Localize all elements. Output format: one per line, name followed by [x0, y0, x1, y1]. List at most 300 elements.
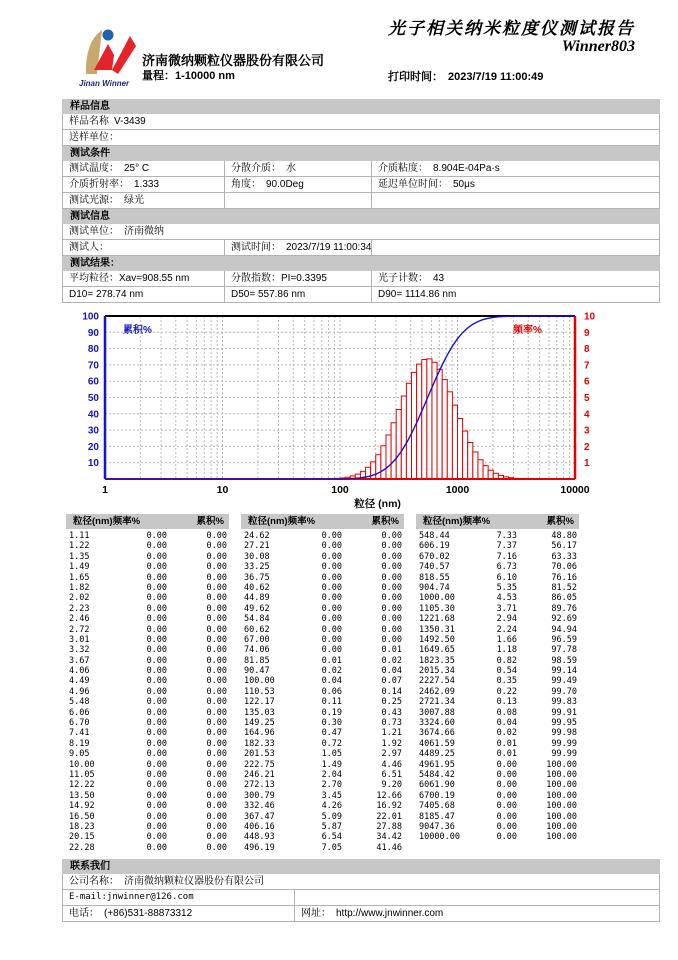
diameter-cell: 3.67: [69, 655, 90, 666]
diameter-cell: 1.35: [69, 551, 90, 562]
diameter-cell: 1221.68: [419, 614, 455, 625]
diameter-freq-header: 粒径(nm)频率%: [73, 516, 141, 527]
cum-cell: 34.42: [376, 832, 402, 843]
cum-cell: 0.00: [206, 728, 227, 739]
left-tick-label: 80: [87, 344, 99, 356]
size-table-row: [416, 812, 579, 822]
sample-name-value: V-3439: [114, 116, 146, 127]
contact-email-row: [62, 890, 660, 906]
freq-cell: 0.00: [496, 811, 518, 822]
diameter-cell: 3007.88: [419, 707, 455, 718]
empty-cell: [371, 193, 659, 208]
cum-cell: 63.33: [551, 551, 577, 562]
diameter-cell: 40.62: [244, 582, 270, 593]
cum-cell: 0.00: [381, 614, 402, 625]
cum-cell: 99.70: [551, 686, 577, 697]
diameter-cell: 3.32: [69, 645, 90, 656]
freq-cell: 0.02: [496, 728, 518, 739]
size-table-row: [241, 791, 404, 801]
diameter-cell: 606.19: [419, 541, 450, 552]
cum-cell: 0.00: [381, 562, 402, 573]
sample-sender-label: 送样单位：: [69, 132, 119, 143]
cum-cell: 0.00: [206, 780, 227, 791]
diameter-cell: 406.16: [244, 821, 275, 832]
section-test-results: 测试结果：: [62, 256, 660, 271]
cum-cell: 0.00: [206, 749, 227, 760]
section-test-conditions: 测试条件: [62, 146, 660, 161]
left-tick-label: 10: [87, 458, 99, 470]
size-table-row: [241, 531, 404, 541]
diameter-cell: 6.06: [69, 707, 90, 718]
freq-cell: 0.19: [321, 707, 343, 718]
cum-cell: 0.02: [381, 655, 402, 666]
temperature-label: 测试温度：: [69, 163, 119, 174]
freq-cell: 0.02: [321, 666, 343, 677]
size-table-row: [66, 791, 229, 801]
conditions-row-1: [62, 161, 660, 177]
cum-cell: 81.52: [551, 582, 577, 593]
light-source-cell: [63, 193, 224, 208]
photon-count-cell: [371, 271, 659, 286]
cum-cell: 0.00: [206, 759, 227, 770]
delay-value: 50μs: [453, 179, 475, 190]
size-table-row: [416, 583, 579, 593]
freq-cell: 0.00: [321, 562, 343, 573]
freq-cell: 0.11: [321, 697, 343, 708]
size-table-row: [416, 552, 579, 562]
size-table-row: [241, 822, 404, 832]
empty-cell: [371, 240, 659, 255]
left-tick-label: 90: [87, 327, 99, 339]
freq-cell: 7.05: [321, 842, 343, 853]
empty-cell: [224, 193, 371, 208]
freq-bar: [406, 383, 411, 479]
size-table-row: [416, 739, 579, 749]
size-table-row: [66, 832, 229, 842]
size-table-group-1: [66, 514, 229, 853]
sample-name-row: [62, 114, 660, 130]
cumulative-header: 累积%: [546, 516, 574, 527]
freq-cell: 0.00: [146, 801, 168, 812]
freq-cell: 0.00: [146, 718, 168, 729]
freq-cell: 2.94: [496, 614, 518, 625]
freq-bar: [447, 392, 452, 479]
diameter-cell: 81.85: [244, 655, 270, 666]
freq-cell: 0.00: [496, 821, 518, 832]
freq-cell: 0.00: [321, 634, 343, 645]
tester-label: 测试人：: [69, 242, 109, 253]
size-table-row: [66, 531, 229, 541]
cum-cell: 0.00: [206, 582, 227, 593]
cum-cell: 0.00: [206, 634, 227, 645]
cum-cell: 94.94: [551, 624, 577, 635]
size-table-row: [416, 666, 579, 676]
diameter-cell: 60.62: [244, 624, 270, 635]
diameter-cell: 2721.34: [419, 697, 455, 708]
freq-cell: 0.06: [321, 686, 343, 697]
diameter-cell: 74.06: [244, 645, 270, 656]
size-table-row: [416, 770, 579, 780]
diameter-cell: 670.02: [419, 551, 450, 562]
cum-cell: 0.00: [381, 603, 402, 614]
temperature-cell: [63, 161, 224, 176]
pi-cell: [224, 271, 371, 286]
conditions-row-2: [62, 177, 660, 193]
freq-bar: [468, 442, 473, 479]
cum-cell: 22.01: [376, 811, 402, 822]
left-axis-title: 累积%: [123, 325, 152, 336]
cum-cell: 0.00: [206, 769, 227, 780]
cum-cell: 0.00: [381, 624, 402, 635]
freq-bar: [422, 360, 427, 479]
diameter-cell: 22.28: [69, 842, 95, 853]
diameter-cell: 6.70: [69, 718, 90, 729]
results-row-1: [62, 271, 660, 287]
diameter-cell: 2.23: [69, 603, 90, 614]
size-table-row: [416, 541, 579, 551]
diameter-cell: 4.96: [69, 686, 90, 697]
diameter-cell: 182.33: [244, 738, 275, 749]
cum-cell: 48.80: [551, 531, 577, 541]
left-tick-label: 20: [87, 441, 99, 453]
freq-cell: 0.00: [321, 572, 343, 583]
size-table-row: [66, 625, 229, 635]
d10-cell: D10= 278.74 nm: [69, 289, 144, 300]
freq-bar: [432, 362, 437, 479]
size-table-row: [416, 676, 579, 686]
freq-cell: 0.00: [146, 707, 168, 718]
size-table-row: [66, 728, 229, 738]
size-table-row: [66, 770, 229, 780]
freq-bar: [488, 470, 493, 479]
contact-phone-cell: [63, 906, 294, 921]
freq-cell: 0.00: [496, 759, 518, 770]
size-table-row: [66, 562, 229, 572]
diameter-cell: 4061.59: [419, 738, 455, 749]
cum-cell: 4.46: [381, 759, 402, 770]
size-table-row: [416, 573, 579, 583]
diameter-cell: 10000.00: [419, 832, 460, 843]
size-table-row: [416, 697, 579, 707]
diameter-cell: 1.82: [69, 582, 90, 593]
freq-cell: 0.00: [146, 551, 168, 562]
cum-cell: 0.00: [206, 655, 227, 666]
cum-cell: 99.91: [551, 707, 577, 718]
size-table-row: [241, 801, 404, 811]
diameter-cell: 149.25: [244, 718, 275, 729]
diameter-cell: 6061.90: [419, 780, 455, 791]
cum-cell: 0.00: [206, 562, 227, 573]
size-table-header: [66, 514, 229, 529]
cum-cell: 0.00: [381, 551, 402, 562]
freq-bar: [396, 410, 401, 479]
cum-cell: 12.66: [376, 790, 402, 801]
size-table-row: [241, 676, 404, 686]
average-size-label: 平均粒径：: [69, 273, 119, 284]
cum-cell: 9.20: [381, 780, 402, 791]
diameter-cell: 740.57: [419, 562, 450, 573]
contact-web-cell: [294, 906, 659, 921]
freq-cell: 7.16: [496, 551, 518, 562]
right-tick-label: 4: [584, 409, 590, 421]
cum-cell: 0.00: [381, 531, 402, 541]
cum-cell: 0.00: [206, 666, 227, 677]
size-table-row: [66, 749, 229, 759]
average-size-cell: [63, 271, 224, 286]
company-name: 济南微纳颗粒仪器股份有限公司: [142, 53, 325, 68]
cum-cell: 100.00: [546, 821, 577, 832]
cum-cell: 97.78: [551, 645, 577, 656]
report-body: [62, 99, 660, 922]
diameter-cell: 7.41: [69, 728, 90, 739]
freq-cell: 0.00: [146, 842, 168, 853]
freq-cell: 0.00: [146, 531, 168, 541]
x-axis-title: 粒径 (nm): [354, 498, 401, 510]
size-table-row: [66, 822, 229, 832]
diameter-cell: 3674.66: [419, 728, 455, 739]
cum-cell: 56.17: [551, 541, 577, 552]
size-table-row: [241, 708, 404, 718]
freq-cell: 0.00: [146, 749, 168, 760]
size-table-row: [241, 718, 404, 728]
photon-count-value: 43: [433, 273, 445, 284]
test-time-value: 2023/7/19 11:00:34: [286, 242, 371, 253]
diameter-cell: 90.47: [244, 666, 270, 677]
cum-cell: 0.00: [206, 676, 227, 687]
cum-cell: 0.00: [206, 551, 227, 562]
freq-cell: 0.00: [146, 686, 168, 697]
cum-cell: 0.00: [206, 718, 227, 729]
refractive-label: 介质折射率：: [69, 179, 129, 190]
cum-cell: 0.00: [206, 801, 227, 812]
diameter-cell: 4489.25: [419, 749, 455, 760]
right-tick-label: 7: [584, 360, 590, 372]
test-unit-value: 济南微纳: [124, 226, 164, 237]
sample-name-cell: [63, 114, 659, 129]
size-table-row: [66, 614, 229, 624]
right-tick-label: 9: [584, 327, 590, 339]
freq-bar: [371, 462, 376, 479]
freq-cell: 4.53: [496, 593, 518, 604]
diameter-cell: 5.48: [69, 697, 90, 708]
freq-cell: 0.00: [146, 541, 168, 552]
section-sample-info: 样品信息: [62, 99, 660, 114]
freq-cell: 0.00: [146, 832, 168, 843]
cum-cell: 0.73: [381, 718, 402, 729]
cum-cell: 1.92: [381, 738, 402, 749]
size-table-row: [66, 812, 229, 822]
cumulative-header: 累积%: [371, 516, 399, 527]
size-table-row: [241, 552, 404, 562]
sample-sender-cell: [63, 130, 659, 145]
freq-cell: 7.37: [496, 541, 518, 552]
cum-cell: 0.00: [381, 593, 402, 604]
diameter-cell: 6700.19: [419, 790, 455, 801]
right-tick-label: 6: [584, 376, 590, 388]
freq-cell: 0.08: [496, 707, 518, 718]
diameter-cell: 14.92: [69, 801, 95, 812]
tester-row: [62, 240, 660, 256]
cum-cell: 0.00: [381, 541, 402, 552]
cum-cell: 0.04: [381, 666, 402, 677]
size-table-group-2: [241, 514, 404, 853]
cum-cell: 0.00: [206, 686, 227, 697]
size-table-row: [66, 780, 229, 790]
temperature-value: 25° C: [124, 163, 150, 174]
diameter-cell: 135.03: [244, 707, 275, 718]
size-table-group-3: [416, 514, 579, 853]
report-title: 光子相关纳米粒度仪测试报告: [388, 19, 635, 38]
freq-bar: [463, 431, 468, 479]
freq-cell: 0.00: [146, 676, 168, 687]
size-table-row: [416, 822, 579, 832]
freq-cell: 5.87: [321, 821, 343, 832]
size-table-row: [241, 728, 404, 738]
test-time-cell: [224, 240, 371, 255]
size-table-row: [416, 562, 579, 572]
results-row-2: [62, 287, 660, 303]
chart-svg: [62, 309, 660, 514]
range-label: 量程：: [142, 70, 175, 82]
x-tick-label: 100: [331, 484, 349, 496]
freq-cell: 3.45: [321, 790, 343, 801]
diameter-cell: 67.00: [244, 634, 270, 645]
contact-phone-row: [62, 906, 660, 922]
right-tick-label: 8: [584, 344, 590, 356]
size-table-row: [241, 541, 404, 551]
cum-cell: 0.00: [206, 821, 227, 832]
freq-bar: [401, 396, 406, 479]
angle-value: 90.0Deg: [266, 179, 304, 190]
cum-cell: 0.00: [206, 603, 227, 614]
diameter-cell: 1492.50: [419, 634, 455, 645]
freq-cell: 0.00: [146, 666, 168, 677]
size-table-row: [416, 801, 579, 811]
logo-text: Jinan Winner: [79, 79, 130, 88]
diameter-freq-header: 粒径(nm)频率%: [423, 516, 491, 527]
freq-cell: 7.33: [496, 531, 518, 541]
viscosity-label: 介质粘度：: [378, 163, 428, 174]
size-table-row: [241, 666, 404, 676]
freq-cell: 4.26: [321, 801, 343, 812]
size-table-row: [416, 604, 579, 614]
cum-cell: 6.51: [381, 769, 402, 780]
diameter-cell: 122.17: [244, 697, 275, 708]
diameter-cell: 1105.30: [419, 603, 455, 614]
cum-cell: 0.00: [206, 790, 227, 801]
cum-cell: 1.21: [381, 728, 402, 739]
size-table-row: [66, 676, 229, 686]
cum-cell: 76.16: [551, 572, 577, 583]
print-time-line: [388, 68, 543, 84]
freq-cell: 0.00: [146, 738, 168, 749]
cum-cell: 99.95: [551, 718, 577, 729]
size-table-row: [66, 635, 229, 645]
contact-company-cell: [63, 874, 659, 889]
freq-bar: [452, 405, 457, 479]
size-table-row: [241, 780, 404, 790]
size-table-rows: [66, 529, 229, 853]
size-table-row: [416, 780, 579, 790]
size-table-row: [241, 749, 404, 759]
size-table-row: [241, 583, 404, 593]
freq-cell: 6.54: [321, 832, 343, 843]
freq-cell: 1.66: [496, 634, 518, 645]
freq-bar: [478, 460, 483, 479]
cum-cell: 92.69: [551, 614, 577, 625]
cum-cell: 99.83: [551, 697, 577, 708]
cum-cell: 99.14: [551, 666, 577, 677]
cum-cell: 0.00: [206, 624, 227, 635]
diameter-cell: 4.06: [69, 666, 90, 677]
right-tick-label: 2: [584, 441, 590, 453]
freq-cell: 0.00: [321, 603, 343, 614]
diameter-cell: 16.50: [69, 811, 95, 822]
diameter-cell: 332.46: [244, 801, 275, 812]
angle-cell: [224, 177, 371, 192]
cum-cell: 0.00: [381, 572, 402, 583]
freq-cell: 1.05: [321, 749, 343, 760]
size-table-row: [241, 645, 404, 655]
contact-phone-value: (+86)531-88873312: [104, 908, 193, 920]
diameter-cell: 54.84: [244, 614, 270, 625]
contact-company-value: 济南微纳颗粒仪器股份有限公司: [124, 876, 264, 888]
particle-size-chart: [62, 309, 660, 514]
size-table-row: [241, 697, 404, 707]
size-table-row: [416, 614, 579, 624]
cum-cell: 0.07: [381, 676, 402, 687]
left-tick-label: 30: [87, 425, 99, 437]
size-table-row: [241, 739, 404, 749]
right-axis-title: 频率%: [513, 325, 542, 336]
refractive-value: 1.333: [134, 179, 160, 190]
freq-cell: 0.00: [321, 531, 343, 541]
cum-cell: 0.01: [381, 645, 402, 656]
diameter-cell: 36.75: [244, 572, 270, 583]
average-size-value: Xav=908.55 nm: [119, 273, 190, 284]
diameter-cell: 4.49: [69, 676, 90, 687]
cum-cell: 0.25: [381, 697, 402, 708]
diameter-cell: 3.01: [69, 634, 90, 645]
left-tick-label: 70: [87, 360, 99, 372]
freq-cell: 0.00: [146, 728, 168, 739]
size-table-row: [66, 593, 229, 603]
freq-bar: [427, 359, 432, 479]
diameter-cell: 496.19: [244, 842, 275, 853]
size-table-row: [241, 604, 404, 614]
freq-cell: 0.35: [496, 676, 518, 687]
company-logo-icon: [74, 24, 140, 90]
left-tick-label: 50: [87, 393, 99, 404]
cum-cell: 100.00: [546, 759, 577, 770]
d90-cell: D90= 1114.86 nm: [371, 287, 659, 302]
freq-cell: 2.70: [321, 780, 343, 791]
x-tick-label: 10: [216, 484, 229, 496]
right-tick-label: 10: [584, 311, 596, 323]
contact-web-label: 网址：: [301, 908, 331, 920]
cum-cell: 98.59: [551, 655, 577, 666]
x-tick-label: 1: [102, 484, 108, 496]
freq-cell: 0.47: [321, 728, 343, 739]
freq-cell: 0.00: [321, 551, 343, 562]
diameter-cell: 9047.36: [419, 821, 455, 832]
diameter-cell: 100.00: [244, 676, 275, 687]
freq-cell: 6.10: [496, 572, 518, 583]
size-table-row: [416, 645, 579, 655]
freq-bar: [442, 380, 447, 479]
size-table-row: [416, 656, 579, 666]
diameter-cell: 49.62: [244, 603, 270, 614]
